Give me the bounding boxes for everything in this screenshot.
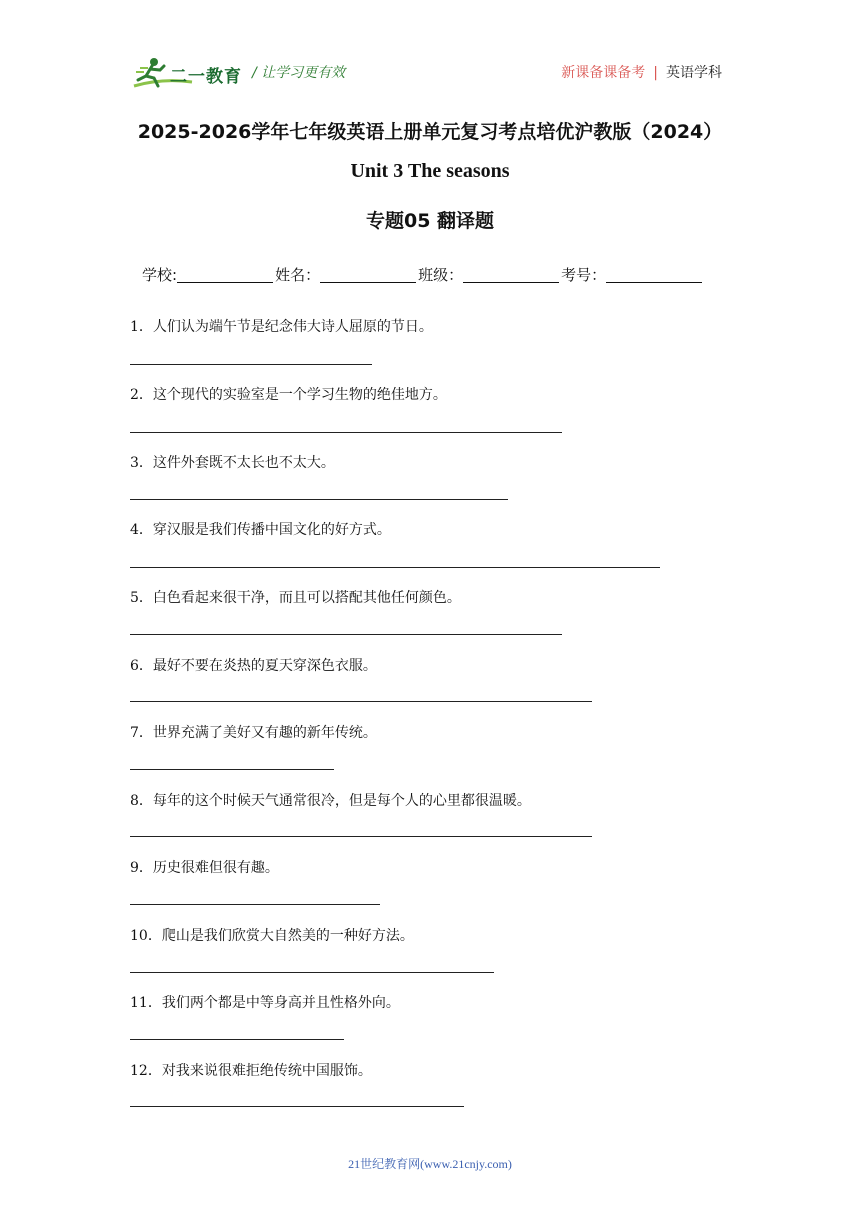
question-item bbox=[130, 316, 433, 336]
class-label: 班级： bbox=[418, 266, 464, 284]
answer-line[interactable] bbox=[130, 634, 562, 635]
logo-text: 二一教育 bbox=[170, 67, 242, 87]
answer-line[interactable] bbox=[130, 567, 660, 568]
answer-line[interactable] bbox=[130, 1106, 464, 1107]
question-item bbox=[130, 384, 447, 404]
page-header bbox=[0, 0, 860, 100]
question-item bbox=[130, 655, 377, 675]
answer-line[interactable] bbox=[130, 364, 372, 365]
page-footer: 21世纪教育网(www.21cnjy.com) bbox=[348, 1157, 512, 1171]
header-slogan: / 让学习更有效 bbox=[252, 65, 346, 81]
question-item bbox=[130, 790, 531, 810]
answer-line[interactable] bbox=[130, 1039, 344, 1040]
exam-number-field[interactable] bbox=[606, 268, 702, 283]
class-field[interactable] bbox=[463, 268, 559, 283]
question-text: 9．历史很难但很有趣。 bbox=[130, 860, 279, 876]
question-item bbox=[130, 857, 279, 877]
question-text: 6．最好不要在炎热的夏天穿深色衣服。 bbox=[130, 658, 377, 674]
exam-number-label: 考号： bbox=[561, 266, 607, 284]
question-item bbox=[130, 587, 461, 607]
question-text: 12．对我来说很难拒绝传统中国服饰。 bbox=[130, 1063, 372, 1079]
answer-line[interactable] bbox=[130, 432, 562, 433]
question-item bbox=[130, 452, 335, 472]
school-label: 学校: bbox=[142, 266, 178, 284]
header-separator: | bbox=[653, 65, 658, 81]
question-text: 5．白色看起来很干净，而且可以搭配其他任何颜色。 bbox=[130, 590, 461, 606]
question-text: 2．这个现代的实验室是一个学习生物的绝佳地方。 bbox=[130, 387, 447, 403]
document-title: 2025-2026学年七年级英语上册单元复习考点培优沪教版（2024） bbox=[137, 121, 723, 143]
question-text: 1．人们认为端午节是纪念伟大诗人屈原的节日。 bbox=[130, 319, 433, 335]
question-item bbox=[130, 925, 414, 945]
answer-line[interactable] bbox=[130, 972, 494, 973]
question-text: 10．爬山是我们欣赏大自然美的一种好方法。 bbox=[130, 928, 414, 944]
name-label: 姓名： bbox=[275, 266, 321, 284]
question-text: 3．这件外套既不太长也不太大。 bbox=[130, 455, 335, 471]
student-info-row bbox=[142, 264, 704, 285]
question-item bbox=[130, 1060, 372, 1080]
answer-line[interactable] bbox=[130, 499, 508, 500]
header-subject-label: 英语学科 bbox=[666, 65, 722, 81]
school-field[interactable] bbox=[177, 268, 273, 283]
question-item bbox=[130, 519, 391, 539]
answer-line[interactable] bbox=[130, 904, 380, 905]
answer-line[interactable] bbox=[130, 701, 592, 702]
question-text: 8．每年的这个时候天气通常很冷，但是每个人的心里都很温暖。 bbox=[130, 793, 531, 809]
question-text: 7．世界充满了美好又有趣的新年传统。 bbox=[130, 725, 377, 741]
question-text: 4．穿汉服是我们传播中国文化的好方式。 bbox=[130, 522, 391, 538]
answer-line[interactable] bbox=[130, 836, 592, 837]
topic-title: 专题05 翻译题 bbox=[365, 210, 495, 232]
header-subject bbox=[561, 62, 722, 82]
question-text: 11．我们两个都是中等身高并且性格外向。 bbox=[130, 995, 400, 1011]
question-item bbox=[130, 992, 400, 1012]
header-course-label: 新课备课备考 bbox=[561, 65, 646, 81]
unit-title: Unit 3 The seasons bbox=[350, 160, 510, 182]
answer-line[interactable] bbox=[130, 769, 334, 770]
name-field[interactable] bbox=[320, 268, 416, 283]
question-item bbox=[130, 722, 377, 742]
